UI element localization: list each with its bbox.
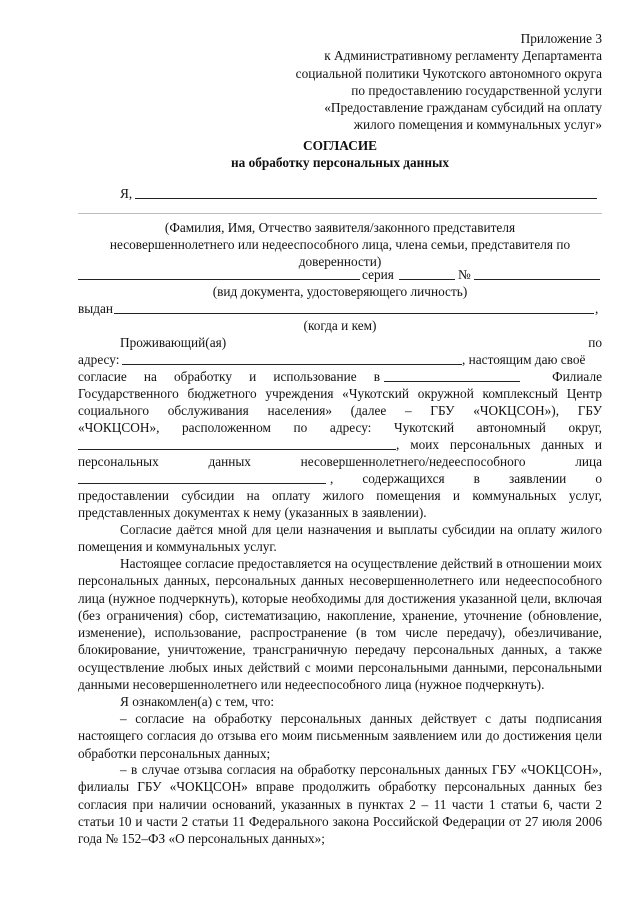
paragraph: – в случае отзыва согласия на обработку персональных данных ГБУ «ЧОКЦСОН», филиалы ГБУ «ЧОКЦСОН» вправе продолжить обработку персональных данных без согласия при наличии оснований, указанных в пунктах 2 – 11 части 1 статьи 6, части 2 статьи 10 и части 2 статьи 11 Федерального закона Российской Федерации от 27 июля 2006 года № 152–ФЗ «О персональных данных»; bbox=[78, 762, 602, 847]
appendix-line: по предоставлению государственной услуги bbox=[351, 82, 602, 98]
minor-name-field[interactable] bbox=[78, 483, 326, 484]
appendix-line: «Предоставление гражданам субсидий на оплату bbox=[324, 100, 602, 116]
appendix-line: жилого помещения и коммунальных услуг» bbox=[353, 117, 602, 133]
body-text: , содержащихся в заявлении о bbox=[330, 471, 602, 486]
paragraph: – согласие на обработку персональных данных действует с даты подписания настоящего согласия до отзыва его моим письменным заявлением или до достижения цели обработки персональных данных; bbox=[78, 711, 602, 761]
body-text: , моих персональных данных и bbox=[396, 437, 602, 452]
body-text: Филиале bbox=[552, 369, 602, 384]
address-field[interactable] bbox=[122, 364, 462, 365]
body-text: , настоящим даю своё bbox=[462, 352, 586, 367]
when-caption: (когда и кем) bbox=[303, 318, 377, 333]
body-text: персональных данных несовершеннолетнего/недееспособного лица bbox=[78, 454, 602, 469]
fio-caption-line: несовершеннолетнего или недееспособного лица, члена семьи, представителя по bbox=[109, 237, 571, 252]
document-caption: (вид документа, удостоверяющего личность) bbox=[212, 284, 468, 299]
appendix-line: к Административному регламенту Департамента bbox=[324, 48, 602, 64]
appendix-block bbox=[250, 30, 602, 134]
appendix-line: Приложение 3 bbox=[520, 31, 602, 46]
seria-label: серия bbox=[362, 267, 394, 282]
number-label: № bbox=[458, 267, 471, 282]
seria-field[interactable] bbox=[399, 279, 455, 280]
vydan-label: выдан bbox=[78, 301, 113, 316]
body-text: социального обслуживания населения» (далее – ГБУ «ЧОКЦСОН»), ГБУ bbox=[78, 403, 602, 418]
body-text: Государственного бюджетного учреждения «Чукотский окружной комплексный Центр bbox=[78, 386, 602, 401]
body-text: адресу: bbox=[78, 352, 120, 367]
document-subtitle: на обработку персональных данных bbox=[230, 155, 450, 170]
body-text: представленных документах к нему (указанных в заявлении). bbox=[78, 505, 427, 520]
branch-address-field[interactable] bbox=[78, 449, 396, 450]
body-text: по bbox=[588, 335, 602, 350]
document-title: СОГЛАСИЕ bbox=[302, 138, 378, 153]
name-field[interactable] bbox=[135, 198, 597, 199]
number-field[interactable] bbox=[474, 279, 600, 280]
body-text: согласие на обработку и использование в bbox=[78, 369, 380, 384]
paragraph: Согласие даётся мной для цели назначения и выплаты субсидии на оплату жилого помещения и коммунальных услуг. bbox=[78, 522, 602, 555]
document-type-field[interactable] bbox=[78, 279, 360, 280]
paragraph: Настоящее согласие предоставляется на осуществление действий в отношении моих персональных данных, персональных данных несовершеннолетнего или недееспособного лица (нужное подчеркнуть), которые необходимы для достижения указанной цели, включая (без ограничения) сбор, систематизацию, накопление, хранение, уточнение (обновление, изменение), использование, распространение (в том числе передачу), обезличивание, блокирование, уничтожение, трансграничную передачу персональных данных, а также осуществление любых иных действий с моими персональными данными, персональными данными несовершеннолетнего или недееспособного лица (нужное подчеркнуть). bbox=[78, 556, 602, 693]
paragraph: Я ознакомлен(а) с тем, что: bbox=[120, 694, 275, 709]
branch-field[interactable] bbox=[384, 381, 520, 382]
body-text: предоставлении субсидии на оплату жилого помещения и коммунальных услуг, bbox=[78, 488, 602, 503]
body-text: Проживающий(ая) bbox=[120, 335, 227, 350]
fio-caption-line: (Фамилия, Имя, Отчество заявителя/законного представителя bbox=[164, 220, 516, 235]
fio-caption-line: доверенности) bbox=[298, 254, 382, 269]
appendix-line: социальной политики Чукотского автономного округа bbox=[295, 65, 602, 81]
body-text: «ЧОКЦСОН», расположенном по адресу: Чукотский автономный округ, bbox=[78, 420, 602, 435]
comma: , bbox=[595, 301, 599, 316]
issued-by-field[interactable] bbox=[114, 313, 594, 314]
divider bbox=[78, 213, 602, 214]
ya-label: Я, bbox=[120, 186, 133, 201]
